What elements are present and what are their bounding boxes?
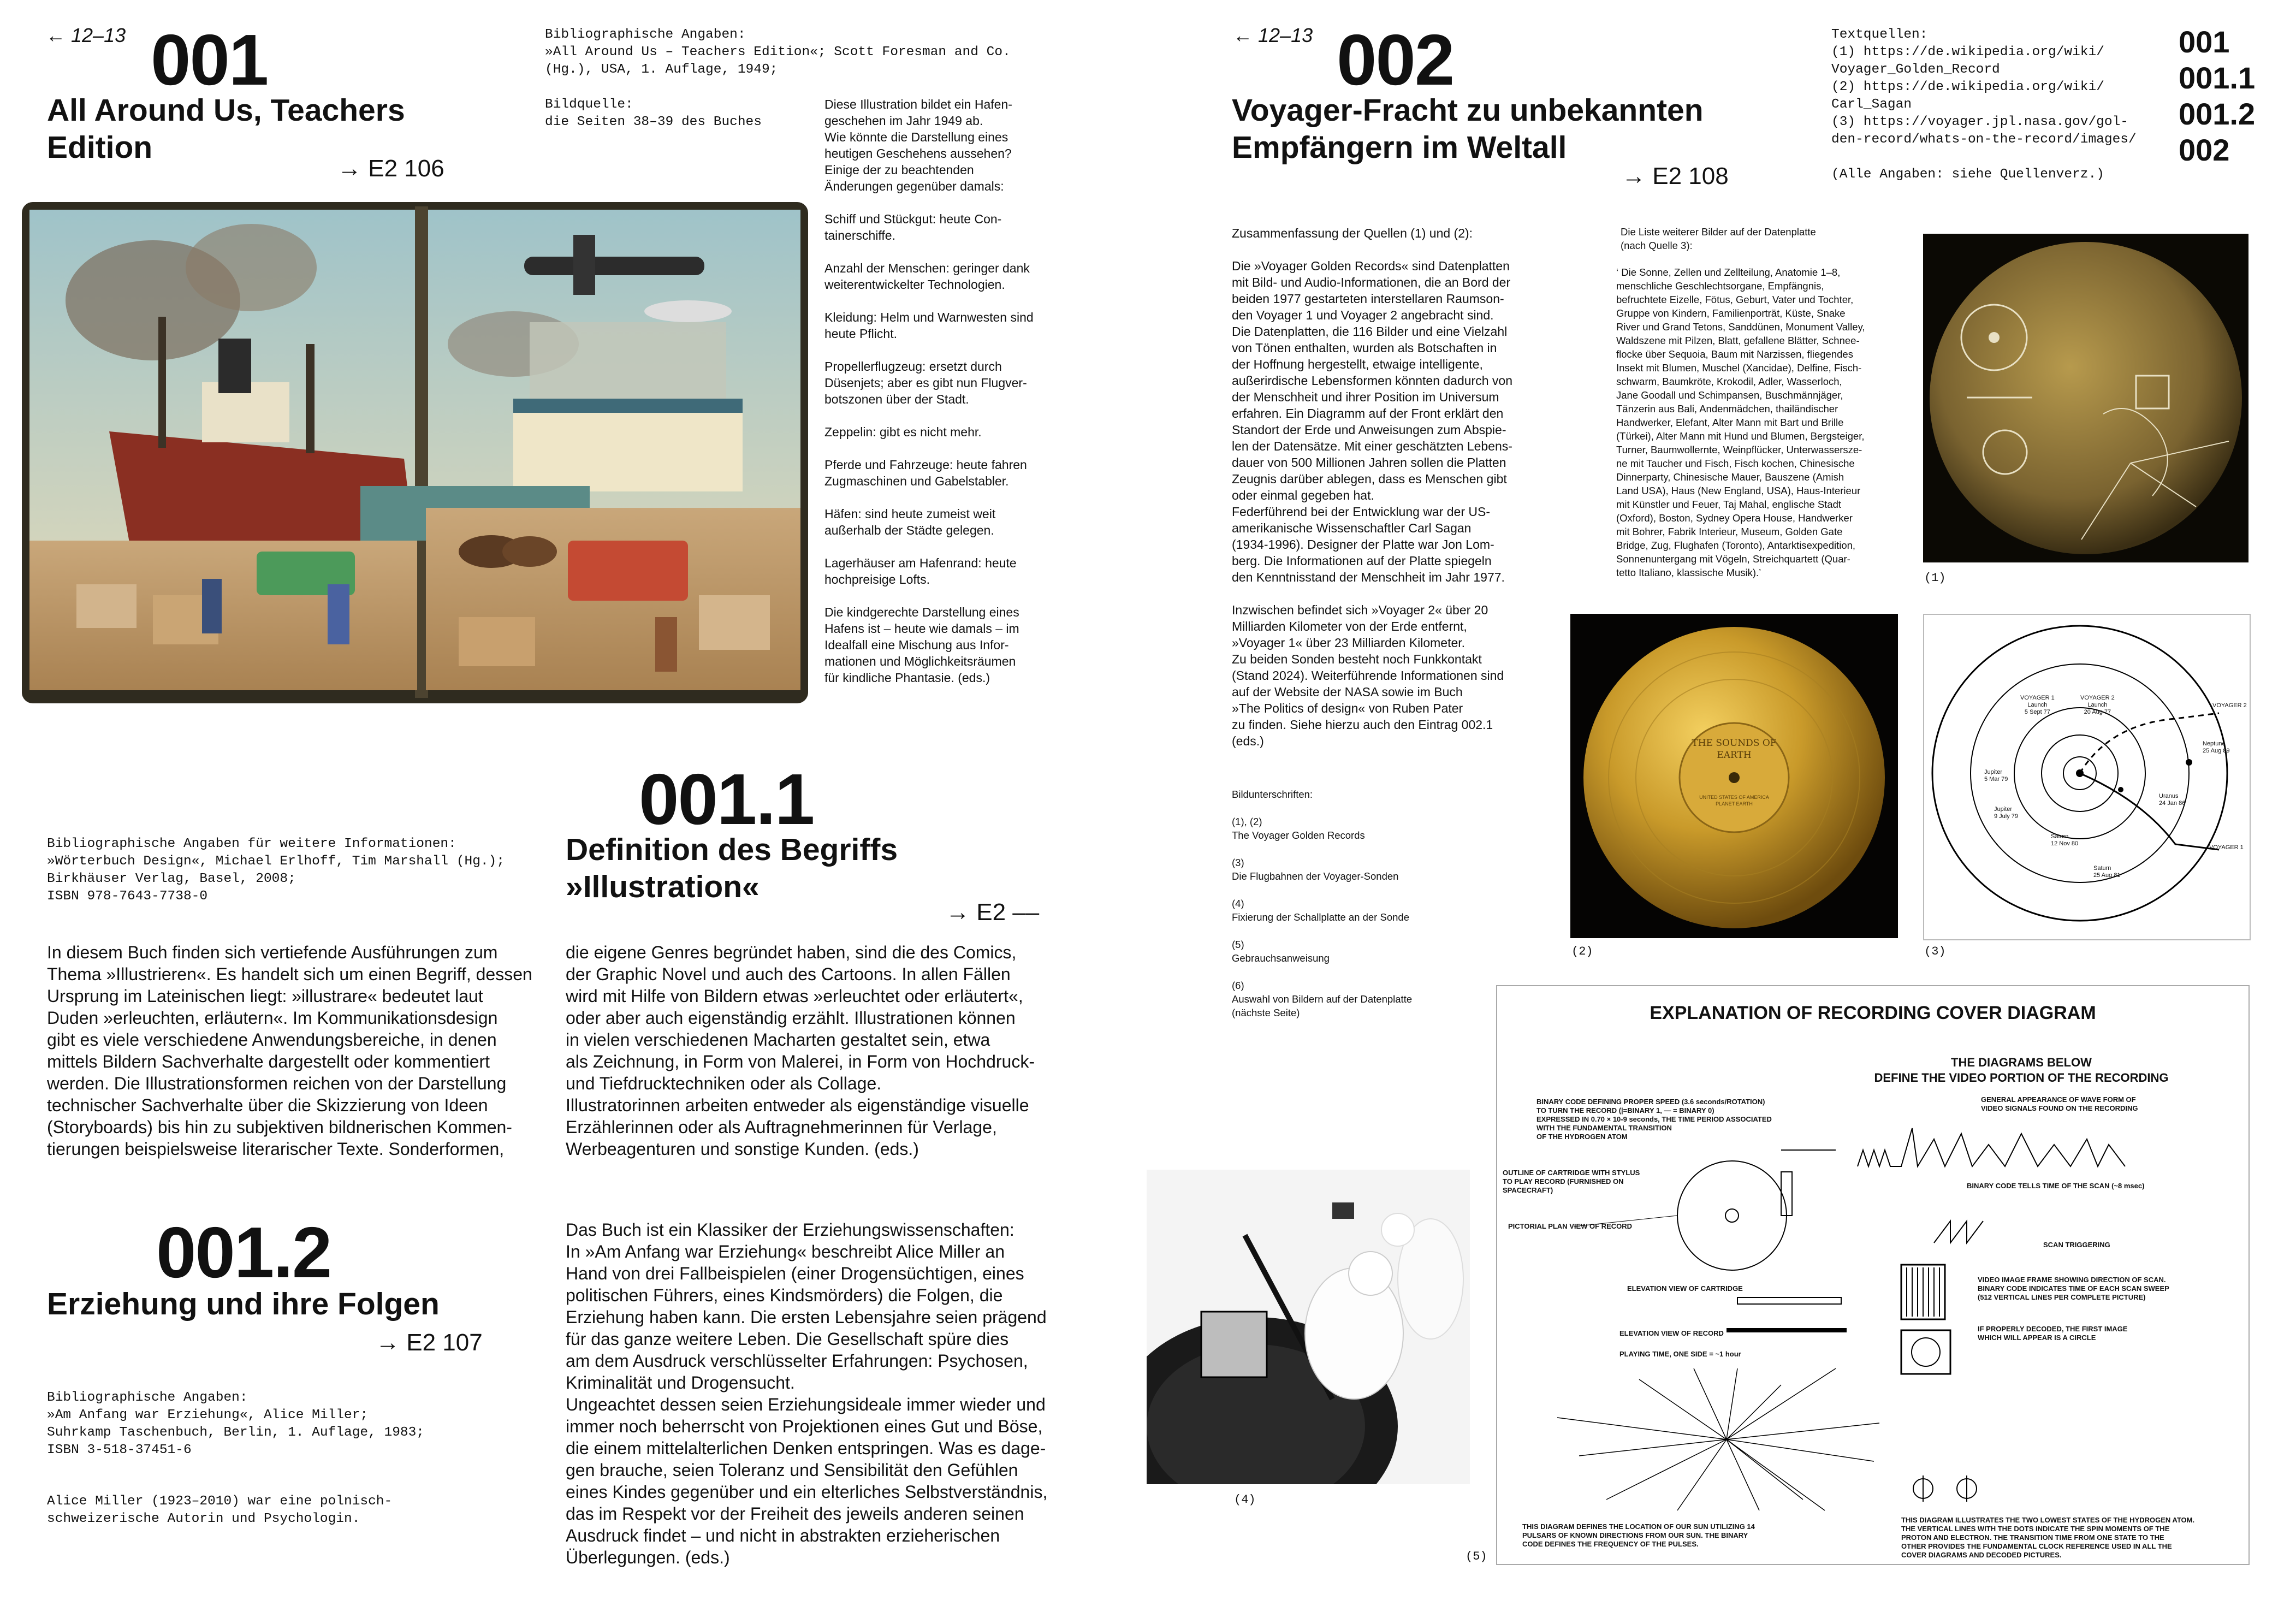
diagram-subtitle: THE DIAGRAMS BELOW DEFINE THE VIDEO PORTION OF THE RECORDING [1874,1056,2169,1085]
first-image-label: IF PROPERLY DECODED, THE FIRST IMAGE WHICH WILL APPEAR IS A CIRCLE [1978,1325,2128,1342]
golden-record-cover-image [1923,234,2248,562]
arrow-right-icon: → [946,899,977,926]
captions: Bildunterschriften: (1), (2) The Voyager Golden Records (3) Die Flugbahnen der Voyager-Sonden (4) Fixierung der Schallplatte an der Sonde (5) Gebrauchsanweisung (6) Auswahl von Bildern auf der Datenplatte (nächste Seite) [1232,789,1413,1018]
record-label: THE SOUNDS OF EARTH [1692,738,1777,761]
cartridge-outline-label: OUTLINE OF CARTRIDGE WITH STYLUS TO PLAY RECORD (FURNISHED ON SPACECRAFT) [1503,1169,1640,1194]
image-list: ‘ Die Sonne, Zellen und Zellteilung, Anatomie 1–8, menschliche Geschlechtsorgane, Empfängnis, befruchtete Eizelle, Fötus, Geburt, Vater und Tochter, Gruppe von Kindern, Familienporträt, Küste, Snake River und Grand Tetons, Sanddünen, Monument Valley, Waldszene mit Pilzen, Blatt, gefallene Blätter, Schnee- flocke über Sequoia, Baum mit Narzissen, fliegendes Insekt mit Blumen, Muschel (Xancidae), Delfine, Fisch- schwarm, Baumkröte, Krokodil, Adler, Wasserloch, Jane Goodall und Schimpansen, Buschmännjäger, Tänzerin aus Bali, Andenmädchen, thailändischer Handwerker, Elefant, Alter Mann mit Bart und Brille (Türkei), Alter Mann mit Hund und Blumen, Bergsteiger, Turner, Baumwollernte, Weinpflücker, Unterwassersze- ne mit Taucher und Fisch, Fisch kochen, Chinesische Dinnerparty, Chinesische Mauer, Bauszene (Amish Land USA), Haus (New England, USA), Haus-Interieur mit Künstler und Feuer, Taj Mahal, englische Stadt (Oxford), Boston, Sydney Opera House, Handwerker mit Bohrer, Fabrik Interieur, Museum, Golden Gate Bridge, Zug, Flughafen (Toronto), Antarktisexpedition, Sonnenuntergang mit Vögeln, Streichquartett (Quar- tetto Italiano, klassische Musik).’ [1616,266,1865,578]
trajectory-diagram [1923,614,2251,940]
hydrogen-caption: THIS DIAGRAM ILLUSTRATES THE TWO LOWEST STATES OF THE HYDROGEN ATOM. THE VERTICAL LINES WITH THE DOTS INDICATE THE SPIN MOMENTS OF THE PROTON AND ELECTRON. THE TRANSITION TIME FROM ONE STATE TO THE OTHER PROVIDES THE FUNDAMENTAL CLOCK REFERENCE USED IN ALL THE COVER DIAGRAMS AND DECODED PICTURES. [1901,1516,2195,1559]
index-item[interactable]: 001.1 [2179,61,2256,95]
elevation-record-label: ELEVATION VIEW OF RECORD [1619,1329,1724,1337]
ref-002[interactable]: → E2 108 [1622,163,1729,189]
biblio-001-2: Bibliographische Angaben: »Am Anfang war Erziehung«, Alice Miller; Suhrkamp Taschenbuch, Berlin, 1. Auflage, 1983; ISBN 3-518-37451-6 [47,1390,425,1457]
scan-triggering-label: SCAN TRIGGERING [2043,1241,2110,1249]
binary-scan-label: BINARY CODE TELLS TIME OF THE SCAN (~8 msec) [1967,1182,2145,1190]
saturn1-label: Saturn 12 Nov 80 [2051,833,2079,847]
arrow-right-icon: → [1622,163,1653,189]
biblio-001-1: Bibliographische Angaben für weitere Informationen: »Wörterbuch Design«, Michael Erlhoff, Tim Marshall (Hg.); Birkhäuser Verlag, Basel, 2008; ISBN 978-7643-7738-0 [47,837,505,904]
image-label: (2) [1571,945,1593,958]
ref-001-1[interactable]: → E2 –– [946,899,1040,926]
video-frame-label: VIDEO IMAGE FRAME SHOWING DIRECTION OF SCAN. BINARY CODE INDICATES TIME OF EACH SCAN SWEEP (512 VERTICAL LINES PER COMPLETE PICTURE) [1978,1276,2169,1301]
entry-title-001-2: Erziehung und ihre Folgen [47,1287,440,1321]
index-item[interactable]: 001 [2179,25,2230,59]
neptune-label: Neptune 25 Aug 89 [2203,740,2230,754]
description-001: Diese Illustration bildet ein Hafen- geschehen im Jahr 1949 ab. Wie könnte die Darstellung eines heutigen Geschehens aussehen? Einige der zu beachtenden Änderungen gegenüber damals: Schiff und Stückgut: heute Con- tainerschiffe. Anzahl der Menschen: geringer dank weiterentwickelter Technologien. Kleidung: Helm und Warnwesten sind heute Pflicht. Propellerflugzeug: ersetzt durch Düsenjets; aber es gibt nun Flugver- botszonen über der Stadt. Zeppelin: gibt es nicht mehr. Pferde und Fahrzeuge: heute fahren Zugmaschinen und Gabelstabler. Häfen: sind heute zumeist weit außerhalb der Städte gelegen. Lagerhäuser am Hafenrand: heute hochpreisige Lofts. Die kindgerechte Darstellung eines Hafens ist – heute wie damals – im Idealfall eine Mischung aus Infor- mationen und Möglichkeitsräumen für kindliche Phantasie. (eds.) [824,97,1034,685]
image-label: (5) [1466,1550,1487,1563]
author-note-001-2: Alice Miller (1923–2010) war eine polnisch- schweizerische Autorin und Psychologin. [47,1494,393,1526]
plan-view-label: PICTORIAL PLAN VIEW OF RECORD [1508,1222,1633,1230]
nav-link-001[interactable]: ← 12–13 [46,24,126,46]
technicians-photo [1147,1170,1470,1484]
entry-title-002: Voyager-Fracht zu unbekannten Empfängern im Weltall [1232,93,1704,165]
voyager2-launch-label: VOYAGER 2 Launch 20 Aug 77 [2080,695,2115,715]
entry-number-001-2: 001.2 [156,1212,331,1293]
diagram-title: EXPLANATION OF RECORDING COVER DIAGRAM [1650,1003,2096,1023]
voyager2-label: VOYAGER 2 [2212,702,2247,709]
playing-time-label: PLAYING TIME, ONE SIDE = ~1 hour [1619,1350,1741,1358]
image-label: (3) [1924,945,1946,958]
biblio-001: Bibliographische Angaben: »All Around Us – Teachers Edition«; Scott Foresman and Co. (Hg.), USA, 1. Auflage, 1949; [545,27,1011,77]
text-001-1-col1: In diesem Buch finden sich vertiefende Ausführungen zum Thema »Illustrieren«. Es handelt sich um einen Begriff, dessen Ursprung im Lateinischen liegt: »illustrare« bedeutet laut Duden »erleuchten, erläutern«. Im Kommunikationsdesign gibt es viele verschiedene Anwendungsbereiche, in denen mittels Bildern Sachverhalte dargestellt oder kommentiert werden. Die Illustrationsformen reichen von der Darstellung technischer Sachverhalte über die Skizzierung von Ideen (Storyboards) bis hin zu subjektiven bildnerischen Kommen- tierungen beispielsweise literarischer Texte. Sonderformen, [47,943,532,1159]
arrow-right-icon: → [376,1329,407,1356]
entry-number-001: 001 [151,20,268,100]
text-001-2: Das Buch ist ein Klassiker der Erziehungswissenschaften: In »Am Anfang war Erziehung« beschreibt Alice Miller an Hand von drei Fallbeispielen (einer Drogensüchtigen, eines politischen Führers, eines Kindsmörders) die Folgen, die Erziehung haben kann. Die ersten Lebensjahre seien prägend für das ganze weitere Leben. Die Gesellschaft spüre dies am dem Ausdruck verschlüsselter Erfahrungen: Psychosen, Kriminalität und Drogensucht. Ungeachtet dessen seien Erziehungsideale immer wieder und immer noch beherrscht von Projektionen eines Gut und Böse, die einem mittelalterlichen Denken entspringen. Was es dage- gen brauche, seien Toleranz und Sensibilität den Gefühlen eines Kindes gegenüber und ein elterliches Selbstverständnis, das im Respekt vor der Freiheit des jeweils anderen seinen Ausdruck findet – und nicht in abstrakten erzieherischen Überlegungen. (eds.) [566,1220,1048,1567]
entry-number-002: 002 [1337,20,1454,100]
book-illustration [22,202,808,703]
recording-cover-diagram [1496,985,2250,1565]
image-list-title: Die Liste weiterer Bilder auf der Datenplatte (nach Quelle 3): [1621,226,1816,251]
ref-001[interactable]: → E2 106 [337,155,444,182]
summary-002: Zusammenfassung der Quellen (1) und (2): Die »Voyager Golden Records« sind Datenplatten mit Bild- und Audio-Informationen, die an Bord der beiden 1977 gestarteten interstellaren Raumson- den Voyager 1 und Voyager 2 angebracht sind. Die Datenplatten, die 116 Bilder und eine Vielzahl von Tönen enthalten, wurden als Botschaften in der Hoffnung hergestellt, etwaige intelligente, außerirdische Lebensformen könnten dadurch von der Menschheit und ihrer Position im Universum erfahren. Ein Diagramm auf der Front erklärt den Standort der Erde und Anweisungen zum Abspie- len der Datensätze. Mit einer geschätzten Lebens- dauer von 500 Millionen Jahren sollen die Platten Zeugnis darüber ablegen, dass es Menschen gibt oder einmal gegeben hat. Federführend bei der Entwicklung war der US- amerikanische Wissenschaftler Carl Sagan (1934-1996). Designer der Platte war Jon Lom- berg. Die Informationen auf der Platte spiegeln den Kenntnisstand der Menschheit im Jahr 1977. Inzwischen befindet sich »Voyager 2« über 20 Milliarden Kilometer von der Erde entfernt, »Voyager 1« über 23 Milliarden Kilometer. Zu beiden Sonden besteht noch Funkkontakt (Stand 2024). Weiterführende Informationen sind auf der Website der NASA sowie im Buch »The Politics of design« von Ruben Pater zu finden. Siehe hierzu auch den Eintrag 002.1 (eds.) [1232,226,1512,748]
entry-number-001-1: 001.1 [639,759,814,839]
saturn2-label: Saturn 25 Aug 81 [2093,865,2121,879]
golden-record-disc-image [1570,614,1898,938]
jupiter1-label: Jupiter 5 Mar 79 [1984,769,2008,783]
arrow-right-icon: → [337,155,369,182]
text-001-1-col2: die eigene Genres begründet haben, sind die des Comics, der Graphic Novel und auch des Cartoons. In allen Fällen wird mit Hilfe von Bildern etwas »erleuchtet oder erläutert«, oder aber auch eigenständig erzählt. Illustrationen können in vielen verschiedenen Macharten gestaltet sein, etwa als Zeichnung, in Form von Malerei, in Form von Hochdruck- und Tiefdrucktechniken oder als Collage. Illustratorinnen arbeiten entweder als eigenständige visuelle Erzählerinnen oder als Auftragnehmerinnen für Verlage, Werbeagenturen und sonstige Kunden. (eds.) [566,943,1035,1159]
text-sources: Textquellen: (1) https://de.wikipedia.org/wiki/ Voyager_Golden_Record (2) https://de.wikipedia.org/wiki/ Carl_Sagan (3) https://voyager.jpl.nasa.gov/gol- den-record/whats-on-the-record/images/ (Alle Angaben: siehe Quellenverz.) [1831,27,2137,182]
index-item[interactable]: 002 [2179,133,2230,167]
elevation-cartridge-label: ELEVATION VIEW OF CARTRIDGE [1627,1284,1743,1293]
image-label: (4) [1234,1493,1256,1507]
jupiter2-label: Jupiter 9 July 79 [1994,806,2019,820]
image-label: (1) [1924,571,1946,585]
nav-link-002[interactable]: ← 12–13 [1233,24,1313,46]
entry-index [2179,24,2255,168]
index-item[interactable]: 001.2 [2179,97,2256,131]
waveform-label: GENERAL APPEARANCE OF WAVE FORM OF VIDEO SIGNALS FOUND ON THE RECORDING [1981,1095,2138,1112]
image-source-001: Bildquelle: die Seiten 38–39 des Buches [545,97,762,129]
voyager1-label: VOYAGER 1 [2209,844,2244,851]
voyager1-launch-label: VOYAGER 1 Launch 5 Sept 77 [2020,695,2055,715]
binary-speed-label: BINARY CODE DEFINING PROPER SPEED (3.6 seconds/ROTATION) TO TURN THE RECORD (|=BINARY 1, — = BINARY 0) EXPRESSED IN 0.70 × 10-9 seconds, THE TIME PERIOD ASSOCIATED WITH THE FUNDAMENTAL TRANSITION OF THE HYDROGEN ATOM [1536,1098,1772,1141]
record-sub-label: UNITED STATES OF AMERICA PLANET EARTH [1699,795,1769,807]
entry-title-001-1: Definition des Begriffs »Illustration« [566,832,898,904]
ref-001-2[interactable]: → E2 107 [376,1329,483,1356]
pulsar-map-caption: THIS DIAGRAM DEFINES THE LOCATION OF OUR SUN UTILIZING 14 PULSARS OF KNOWN DIRECTIONS FROM OUR SUN. THE BINARY CODE DEFINES THE FREQUENCY OF THE PULSES. [1522,1522,1755,1548]
uranus-label: Uranus 24 Jan 86 [2159,793,2186,807]
entry-title-001: All Around Us, Teachers Edition [47,93,405,165]
